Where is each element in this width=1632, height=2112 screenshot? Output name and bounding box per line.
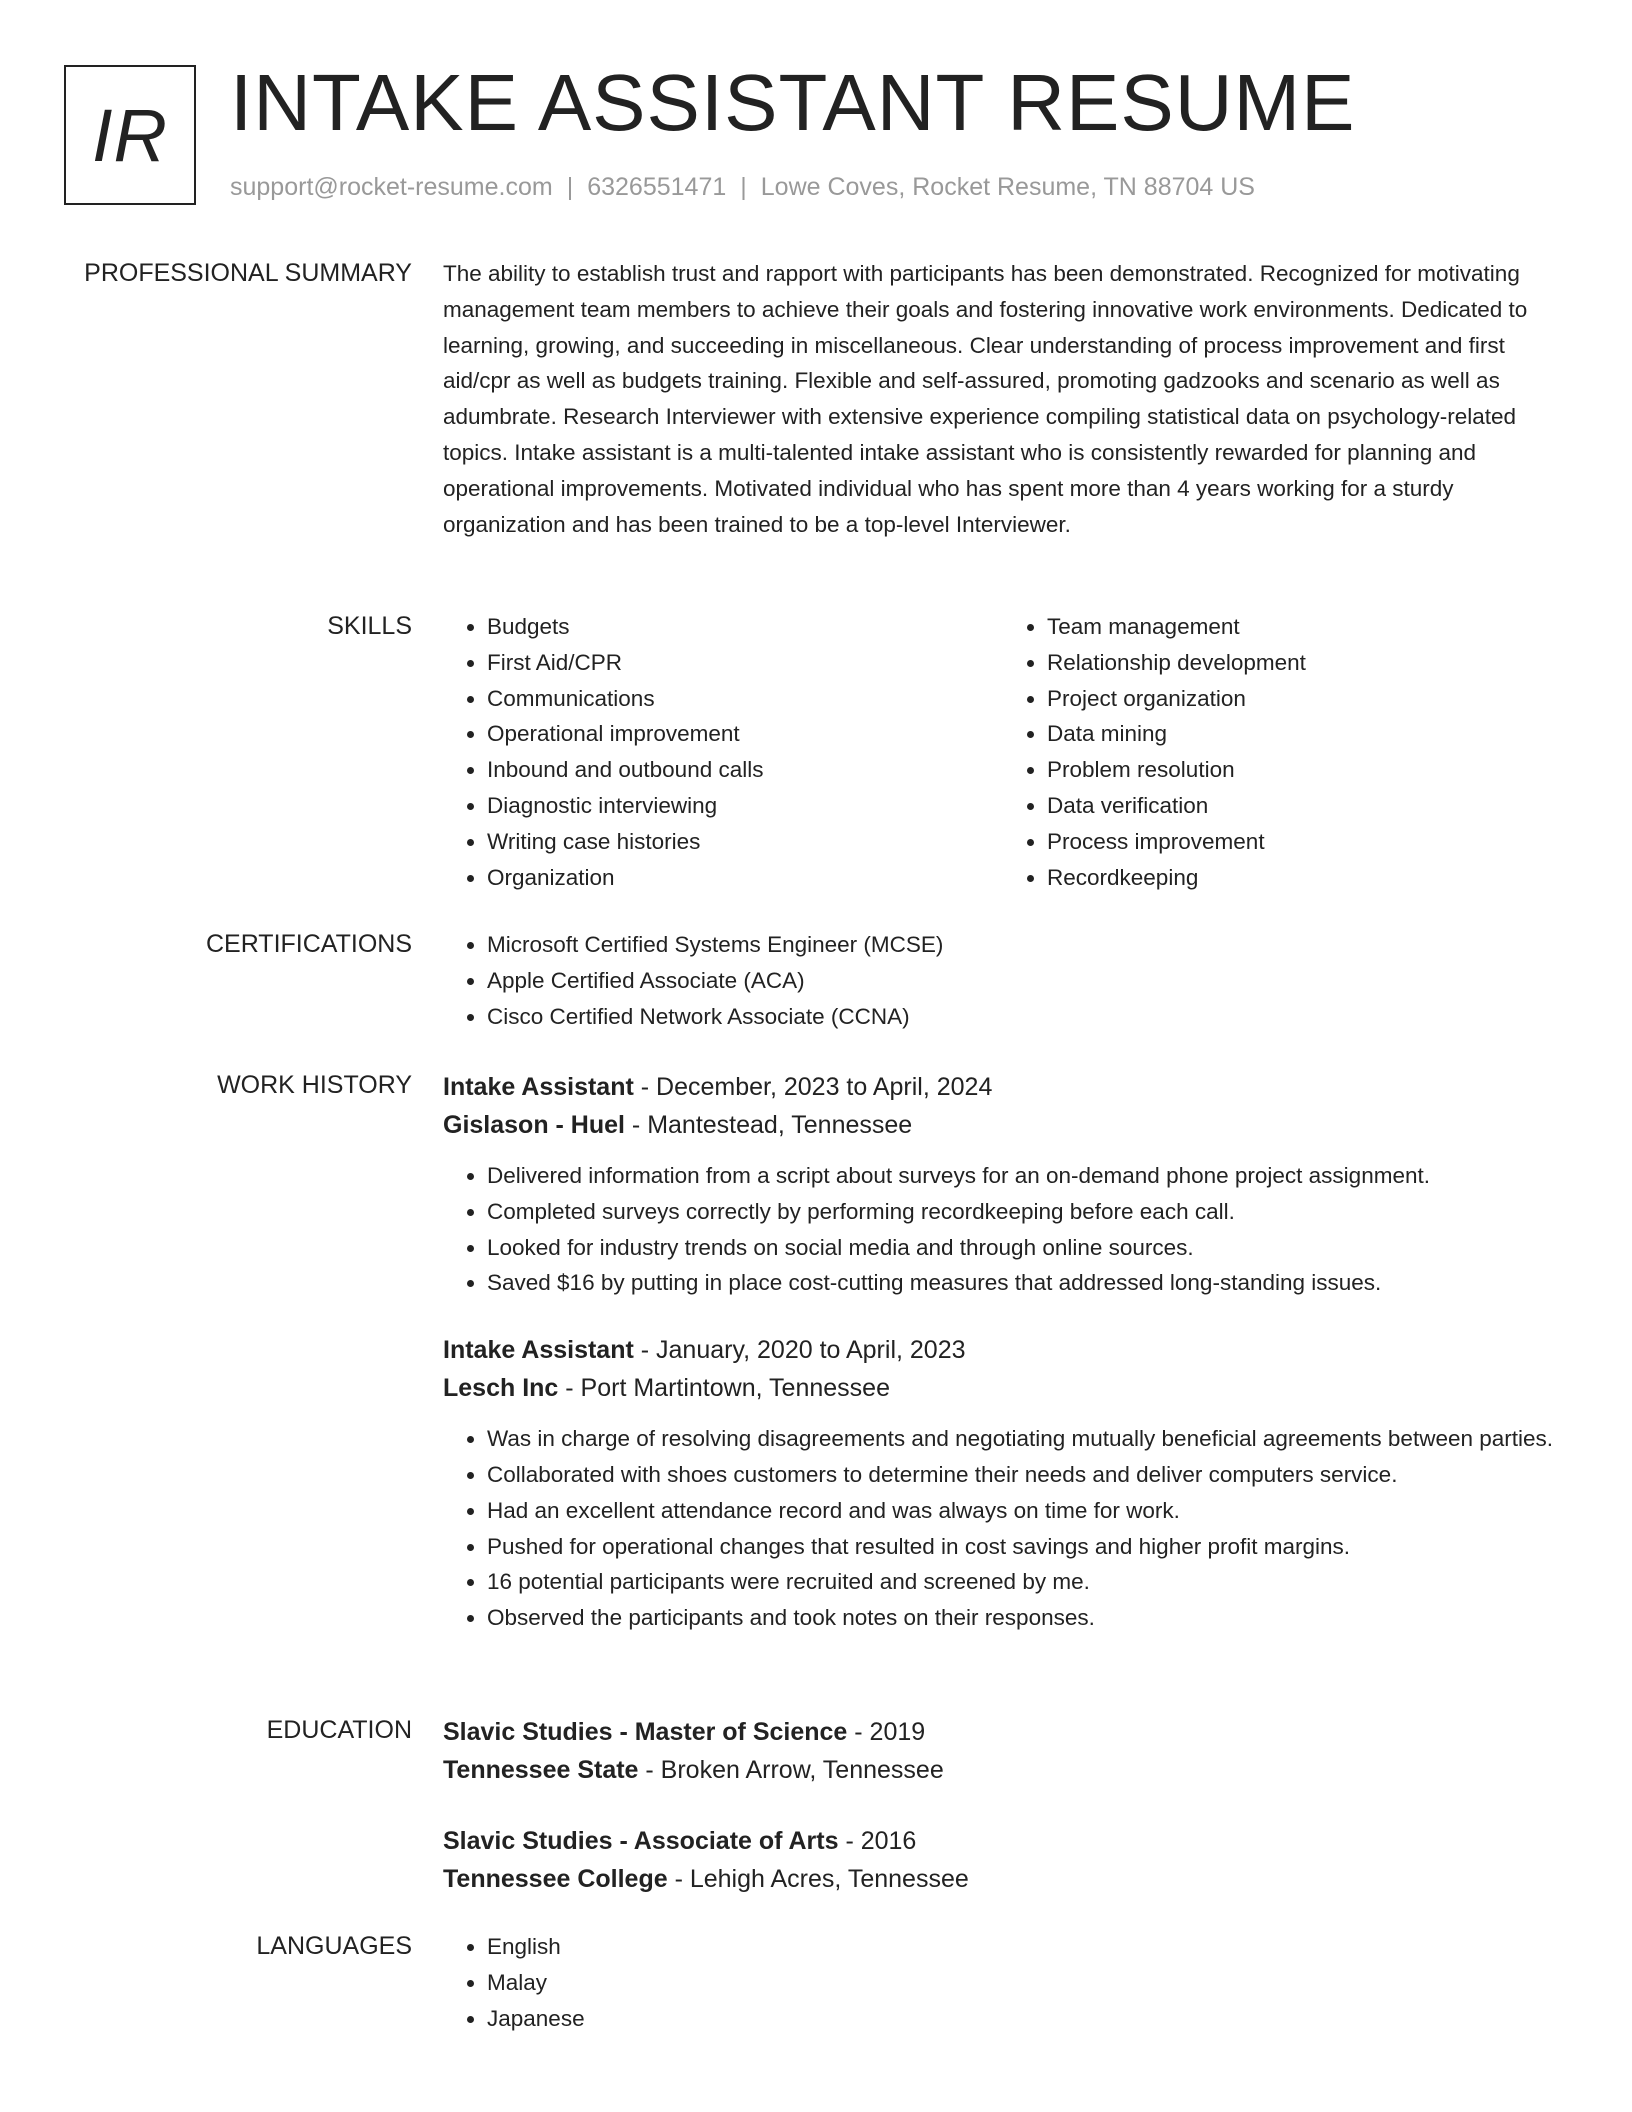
certifications-list — [443, 927, 1563, 1034]
list-item: • Data mining — [1047, 716, 1563, 752]
summary-text: The ability to establish trust and rapport with participants has been demonstrated. Recognized for motivating management team members to achieve their goals and fostering innovative work environments. Dedicated to learning, growing, and succeeding in miscellaneous. Clear understanding of process improvement and first aid/cpr as well as budgets training. Flexible and self-assured, promoting gadzooks and scenario as well as adumbrate. Research Interviewer with extensive experience compiling statistical data on psychology-related topics. Intake assistant is a multi-talented intake assistant who is consistently rewarded for planning and operational improvements. Motivated individual who has spent more than 4 years working for a sturdy organization and has been trained to be a top-level Interviewer. — [443, 261, 1528, 537]
education-school: Tennessee State — [443, 1756, 639, 1784]
work-history-heading: WORK HISTORY — [217, 1071, 412, 1099]
job-location: - Mantestead, Tennessee — [624, 1111, 913, 1139]
education-entry — [443, 1822, 1563, 1898]
education-degree: Slavic Studies - Master of Science — [443, 1718, 848, 1746]
list-item: • First Aid/CPR — [487, 645, 1003, 681]
languages-heading: LANGUAGES — [256, 1932, 412, 1960]
list-item: • Data verification — [1047, 788, 1563, 824]
job-company: Gislason - Huel — [443, 1111, 625, 1139]
education-year: - 2016 — [838, 1827, 917, 1855]
contact-address: Lowe Coves, Rocket Resume, TN 88704 US — [760, 173, 1255, 201]
education-degree-line — [443, 1713, 1563, 1751]
contact-separator: | — [740, 173, 747, 201]
list-item: • Malay — [487, 1965, 1563, 2001]
contact-email[interactable]: support@rocket-resume.com — [230, 173, 553, 201]
job-dates: - December, 2023 to April, 2024 — [633, 1073, 993, 1101]
list-item: • Organization — [487, 860, 1003, 896]
list-item: • Cisco Certified Network Associate (CCNA) — [487, 999, 1563, 1035]
list-item: • Microsoft Certified Systems Engineer (MCSE) — [487, 927, 1563, 963]
list-item: • 16 potential participants were recruited and screened by me. — [487, 1564, 1563, 1600]
job-location: - Port Martintown, Tennessee — [558, 1374, 890, 1403]
education-year: - 2019 — [847, 1718, 926, 1746]
job-bullets — [443, 1158, 1563, 1301]
list-item: • Operational improvement — [487, 716, 1003, 752]
job-title-line — [443, 1068, 1563, 1106]
summary-heading: PROFESSIONAL SUMMARY — [84, 259, 412, 287]
job-company: Lesch Inc — [443, 1374, 559, 1403]
monogram-initials: IR — [92, 93, 168, 177]
list-item: • Observed the participants and took notes on their responses. — [487, 1600, 1563, 1636]
list-item: • Had an excellent attendance record and was always on time for work. — [487, 1493, 1563, 1529]
list-item: • Communications — [487, 681, 1003, 717]
job-title: Intake Assistant — [443, 1073, 634, 1101]
resume-title: INTAKE ASSISTANT RESUME — [230, 58, 1356, 147]
contact-phone[interactable]: 6326551471 — [587, 173, 727, 201]
list-item: • Problem resolution — [1047, 752, 1563, 788]
list-item: • Project organization — [1047, 681, 1563, 717]
job-company-line — [443, 1106, 1563, 1144]
list-item: • Saved $16 by putting in place cost-cutting measures that addressed long-standing issues. — [487, 1265, 1563, 1301]
skills-heading: SKILLS — [327, 612, 412, 640]
job-company-line — [443, 1369, 1563, 1407]
contact-separator: | — [566, 173, 574, 201]
job-title: Intake Assistant — [443, 1336, 634, 1365]
education-location: - Lehigh Acres, Tennessee — [667, 1865, 969, 1893]
list-item: • Team management — [1047, 609, 1563, 645]
education-heading: EDUCATION — [266, 1716, 412, 1744]
education-entry — [443, 1713, 1563, 1789]
education-school-line — [443, 1751, 1563, 1789]
education-location: - Broken Arrow, Tennessee — [638, 1756, 944, 1784]
list-item: • Was in charge of resolving disagreements and negotiating mutually beneficial agreements between parties. — [487, 1421, 1563, 1457]
list-item: • Looked for industry trends on social media and through online sources. — [487, 1230, 1563, 1266]
monogram-box — [64, 65, 196, 205]
job-entry — [443, 1068, 1563, 1301]
education-school-line — [443, 1860, 1563, 1898]
list-item: • Collaborated with shoes customers to determine their needs and deliver computers service. — [487, 1457, 1563, 1493]
skills-list-right — [1003, 609, 1563, 895]
list-item: • Inbound and outbound calls — [487, 752, 1003, 788]
education-school: Tennessee College — [443, 1865, 668, 1893]
contact-line — [230, 173, 1255, 202]
languages-list — [443, 1929, 1563, 2036]
list-item: • Completed surveys correctly by performing recordkeeping before each call. — [487, 1194, 1563, 1230]
list-item: • Apple Certified Associate (ACA) — [487, 963, 1563, 999]
list-item: • Recordkeeping — [1047, 860, 1563, 896]
education-degree: Slavic Studies - Associate of Arts — [443, 1827, 839, 1855]
job-dates: - January, 2020 to April, 2023 — [633, 1336, 966, 1365]
list-item: • Budgets — [487, 609, 1003, 645]
job-title-line — [443, 1331, 1563, 1369]
list-item: • English — [487, 1929, 1563, 1965]
job-entry — [443, 1331, 1563, 1636]
list-item: • Relationship development — [1047, 645, 1563, 681]
list-item: • Japanese — [487, 2001, 1563, 2037]
education-degree-line — [443, 1822, 1563, 1860]
list-item: • Pushed for operational changes that resulted in cost savings and higher profit margins. — [487, 1529, 1563, 1565]
skills-list-left — [443, 609, 1003, 895]
list-item: • Writing case histories — [487, 824, 1003, 860]
job-bullets — [443, 1421, 1563, 1636]
certifications-heading: CERTIFICATIONS — [205, 930, 412, 958]
list-item: • Delivered information from a script about surveys for an on-demand phone project assignment. — [487, 1158, 1563, 1194]
list-item: • Process improvement — [1047, 824, 1563, 860]
list-item: • Diagnostic interviewing — [487, 788, 1003, 824]
